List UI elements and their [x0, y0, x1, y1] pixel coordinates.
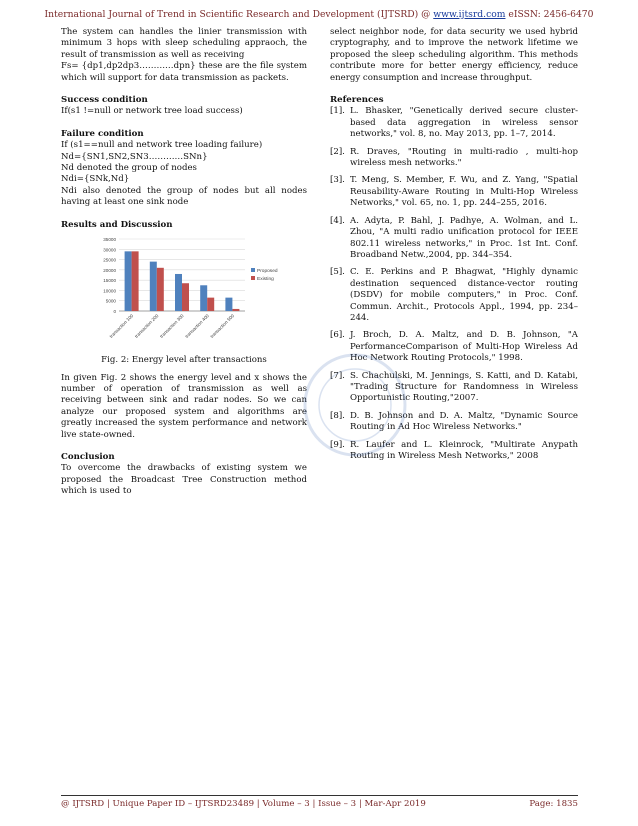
- reference-item: [330, 267, 578, 324]
- reference-text: S. Chachulski, M. Jennings, S. Katti, and D. Katabi, "Trading Structure for Randomness in Wireless Opportunistic Routing,"2007.: [350, 370, 578, 404]
- x-tick-label: transaction 400: [184, 313, 210, 340]
- reference-item: [330, 216, 578, 262]
- reference-item: [330, 147, 578, 170]
- left-paragraph-3: In given Fig. 2 shows the energy level and x shows the number of operation of transmission as well as receiving between sink and radar nodes. So we can analyze our proposed system and algorithms are greatly increased the system performance and network live state-owned.: [61, 372, 307, 440]
- results-heading: Results and Discussion: [61, 219, 173, 230]
- bar-proposed: [125, 251, 132, 311]
- bar-proposed: [200, 285, 207, 311]
- left-paragraph-1: The system can handles the linier transmission with minimum 3 hops with sleep scheduling appraoch, the result of transmission as well as receiving: [61, 27, 307, 60]
- conclusion-heading: Conclusion: [61, 451, 115, 462]
- legend-swatch: [251, 276, 255, 280]
- y-tick-label: 5000: [105, 298, 116, 304]
- reference-number: [7].: [330, 370, 345, 381]
- references-heading: References: [330, 95, 384, 106]
- y-tick-label: 20000: [103, 267, 116, 273]
- left-paragraph-2: Fs= {dp1,dp2dp3…………dpn} these are the file system which will support for data transmission as packets.: [61, 61, 307, 83]
- legend-label: Proposed: [257, 269, 278, 275]
- page-footer: [61, 799, 578, 809]
- journal-link[interactable]: www.ijtsrd.com: [433, 9, 506, 20]
- reference-text: L. Bhasker, "Genetically derived secure cluster-based data aggregation in wireless sensor networks," vol. 8, no. May 2013, pp. 1–7, 2014.: [350, 106, 578, 140]
- right-paragraph-1: select neighbor node, for data security we used hybrid cryptography, and to improve the network lifetime we proposed the sleep scheduling algorithm. This methods contribute more for better energy efficiency, reduce energy consumption and increase throughput.: [330, 27, 578, 83]
- reference-text: T. Meng, S. Member, F. Wu, and Z. Yang, "Spatial Reusability-Aware Routing in Multi-Hop Wireless Networks," vol. 65, no. 1, pp. 244–255, 2016.: [350, 175, 578, 209]
- y-tick-label: 15000: [103, 278, 116, 284]
- bar-existing: [157, 268, 164, 311]
- x-tick-label: transaction 200: [133, 313, 160, 340]
- y-tick-label: 25000: [103, 257, 116, 263]
- journal-watermark: [300, 320, 410, 490]
- failure-line: Ndi also denoted the group of nodes but all nodes having at least one sink node: [61, 185, 307, 208]
- legend-swatch: [251, 268, 255, 272]
- header-prefix: International Journal of Trend in Scientific Research and Development (IJTSRD) @: [44, 9, 434, 20]
- reference-text: J. Broch, D. A. Maltz, and D. B. Johnson, "A PerformanceComparison of Multi-Hop Wireless Ad Hoc Network Routing Protocols," 1998.: [350, 330, 578, 364]
- reference-item: [330, 106, 578, 140]
- left-column: [61, 27, 307, 498]
- journal-header: [0, 9, 638, 20]
- page-number: Page: 1835: [529, 799, 578, 809]
- bar-proposed: [225, 298, 232, 311]
- y-tick-label: 35000: [103, 237, 116, 243]
- reference-number: [8].: [330, 410, 345, 421]
- reference-number: [2].: [330, 146, 345, 157]
- reference-text: R. Laufer and L. Kleinrock, "Multirate Anypath Routing in Wireless Mesh Networks," 2008: [350, 439, 578, 461]
- reference-number: [1].: [330, 106, 345, 117]
- reference-number: [3].: [330, 175, 345, 186]
- reference-number: [6].: [330, 330, 345, 341]
- y-tick-label: 10000: [103, 288, 116, 294]
- bar-existing: [232, 309, 239, 311]
- bar-proposed: [150, 262, 157, 311]
- failure-line: Nd={SN1,SN2,SN3…………SNn}: [61, 151, 208, 162]
- success-heading: Success condition: [61, 95, 148, 106]
- bar-proposed: [175, 274, 182, 311]
- reference-number: [4].: [330, 215, 345, 226]
- legend-label: Existing: [257, 277, 274, 283]
- header-suffix: eISSN: 2456-6470: [505, 9, 594, 20]
- conclusion-text: To overcome the drawbacks of existing system we proposed the Broadcast Tree Construction method which is used to: [61, 463, 307, 497]
- failure-heading: Failure condition: [61, 128, 144, 139]
- reference-text: R. Draves, "Routing in multi-radio , multi-hop wireless mesh networks.": [350, 146, 578, 169]
- reference-text: A. Adyta, P. Bahl, J. Padhye, A. Wolman, and L. Zhou, "A multi radio unification protocol for IEEE 802.11 wireless networks," in Proc. 1st Int. Conf. Broadband Netw.,2004, pp. 344–354.: [350, 215, 578, 260]
- bar-existing: [207, 298, 214, 311]
- bar-existing: [132, 251, 139, 311]
- footer-divider: [61, 795, 578, 796]
- x-tick-label: transaction 500: [209, 313, 236, 340]
- y-tick-label: 30000: [103, 247, 116, 253]
- footer-info: @ IJTSRD | Unique Paper ID – IJTSRD23489 | Volume – 3 | Issue – 3 | Mar-Apr 2019: [61, 799, 426, 809]
- reference-number: [5].: [330, 267, 345, 278]
- figure-caption: Fig. 2: Energy level after transactions: [101, 355, 267, 366]
- reference-item: [330, 175, 578, 209]
- reference-number: [9].: [330, 439, 345, 450]
- energy-chart: [87, 233, 287, 351]
- failure-line: Nd denoted the group of nodes: [61, 163, 197, 174]
- reference-text: C. E. Perkins and P. Bhagwat, "Highly dynamic destination sequenced distance-vector routing (DSDV) for mobile computers," in Proc. Conf. Commun. Archit., Protocols Appl., 1994, pp. 234–244.: [350, 267, 578, 323]
- y-tick-label: 0: [113, 309, 116, 315]
- failure-line: If (s1==null and network tree loading failure): [61, 140, 263, 151]
- bar-existing: [182, 283, 189, 311]
- energy-chart-svg: [87, 233, 287, 351]
- x-tick-label: transaction 100: [108, 313, 135, 340]
- x-tick-label: transaction 300: [158, 313, 185, 340]
- failure-line: Ndi={SNk,Nd}: [61, 174, 130, 185]
- reference-text: D. B. Johnson and D. A. Maltz, "Dynamic Source Routing in Ad Hoc Wireless Networks.": [350, 410, 578, 433]
- success-text: If(s1 !=null or network tree load success): [61, 106, 243, 117]
